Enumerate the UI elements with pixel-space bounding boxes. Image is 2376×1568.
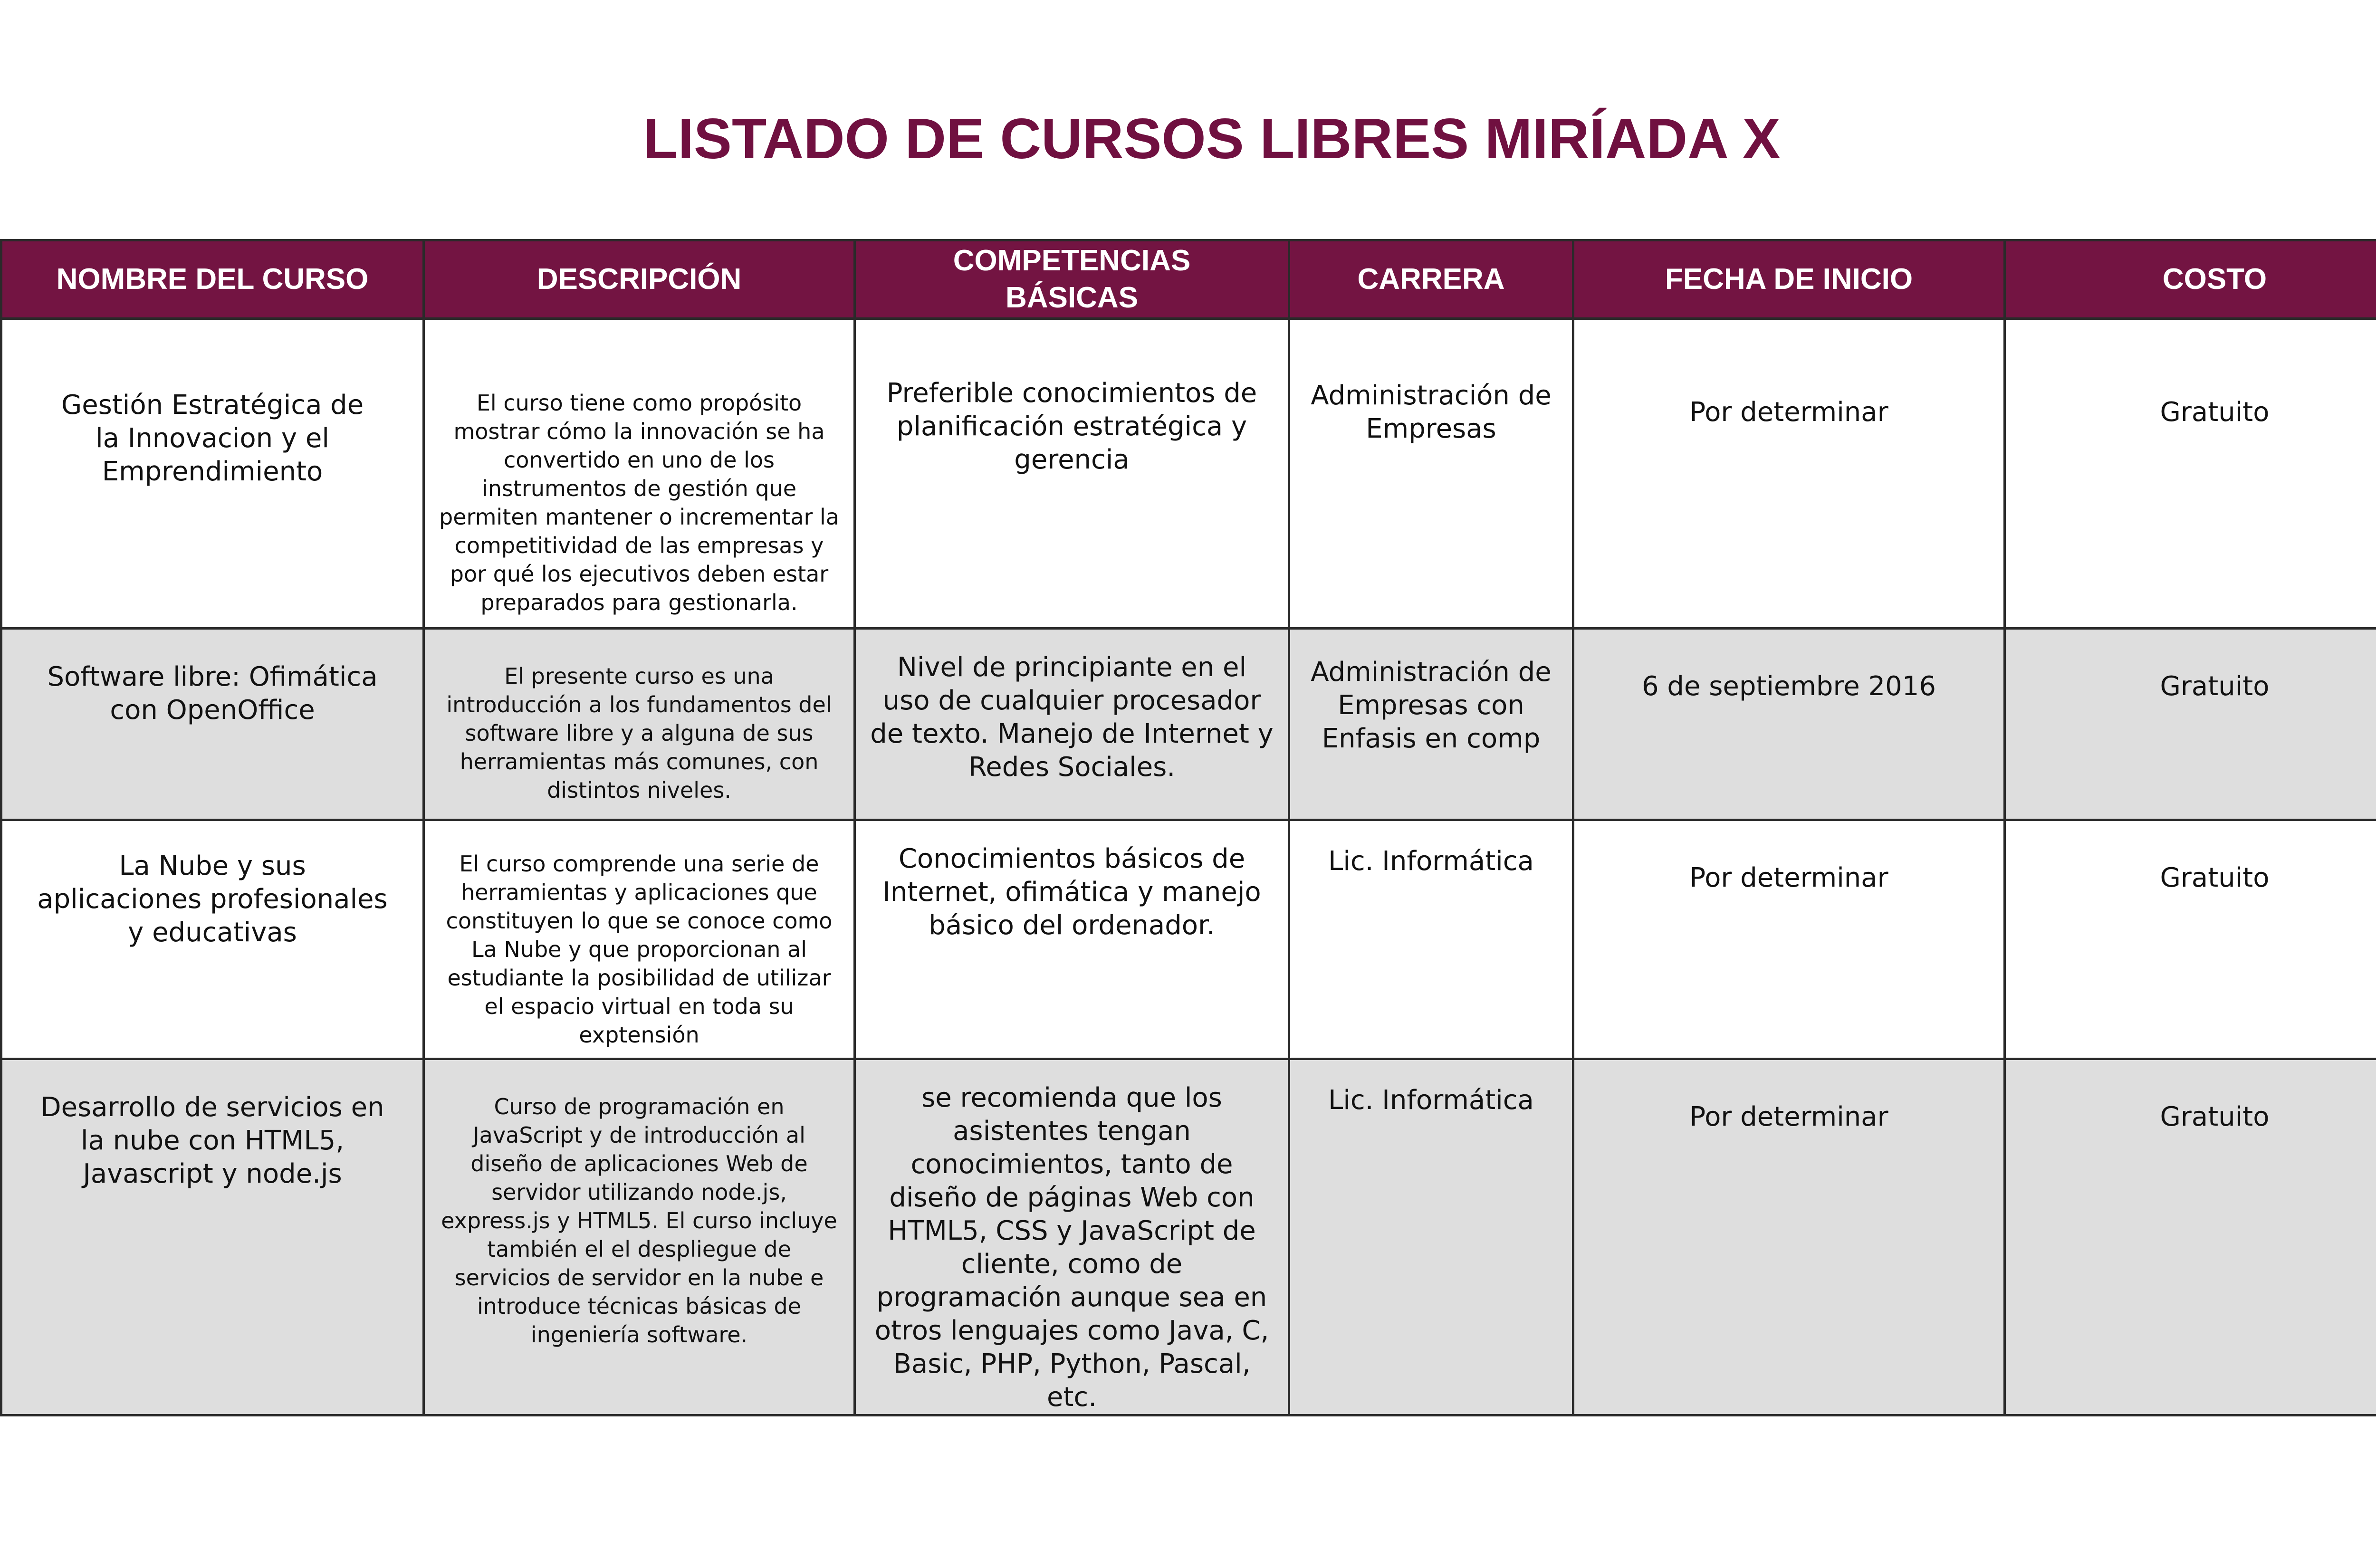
cell-descripcion	[424, 319, 855, 629]
cell-descripcion	[424, 1059, 855, 1415]
course-description: El curso tiene como propósito mostrar cómo la innovación se ha convertido en uno de los instrumentos de gestión que permiten mantener o incrementar la competitividad de las empresas y por qué los ejecutivos deben estar preparados para gestionarla.	[439, 390, 839, 615]
header-descripcion: DESCRIPCIÓN	[424, 240, 855, 319]
cell-nombre	[1, 820, 424, 1059]
cell-competencias	[855, 820, 1289, 1059]
cell-competencias	[855, 319, 1289, 629]
cell-fecha	[1573, 629, 2005, 820]
table-row	[1, 820, 2376, 1059]
table-header-row	[1, 240, 2376, 319]
cell-costo	[2005, 1059, 2376, 1415]
course-start-date: Por determinar	[1689, 862, 1888, 893]
course-career: Lic. Informática	[1328, 846, 1534, 877]
cell-costo	[2005, 820, 2376, 1059]
course-competencies: Preferible conocimientos de planificación estratégica y gerencia	[886, 378, 1257, 475]
cell-fecha	[1573, 820, 2005, 1059]
course-competencies: Conocimientos básicos de Internet, ofimática y manejo básico del ordenador.	[882, 843, 1261, 941]
course-cost: Gratuito	[2160, 397, 2270, 428]
course-description: El curso comprende una serie de herramientas y aplicaciones que constituyen lo que se conoce como La Nube y que proporcionan al estudiante la posibilidad de utilizar el espacio virtual en toda su exptensión	[446, 851, 833, 1048]
course-start-date: Por determinar	[1689, 1101, 1888, 1132]
page-title: LISTADO DE CURSOS LIBRES MIRÍADA X	[643, 107, 1781, 171]
cell-costo	[2005, 319, 2376, 629]
cell-carrera	[1289, 820, 1573, 1059]
cell-carrera	[1289, 1059, 1573, 1415]
header-costo: COSTO	[2005, 240, 2376, 319]
course-start-date: 6 de septiembre 2016	[1641, 671, 1936, 702]
course-competencies: se recomienda que los asistentes tengan conocimientos, tanto de diseño de páginas Web con HTML5, CSS y JavaScript de cliente, como de programación aunque sea en otros lenguajes como Java, C, Basic, PHP, Python, Pascal, etc.	[874, 1082, 1269, 1413]
table-row	[1, 1059, 2376, 1415]
header-carrera: CARRERA	[1289, 240, 1573, 319]
cell-fecha	[1573, 1059, 2005, 1415]
course-description: Curso de programación en JavaScript y de introducción al diseño de aplicaciones Web de servidor utilizando node.js, express.js y HTML5. El curso incluye también el el despliegue de servicios de servidor en la nube e introduce técnicas básicas de ingeniería software.	[441, 1094, 837, 1348]
course-description: El presente curso es una introducción a los fundamentos del software libre y a alguna de sus herramientas más comunes, con distintos niveles.	[446, 663, 832, 803]
header-competencias: COMPETENCIAS BÁSICAS	[855, 240, 1289, 319]
cell-nombre	[1, 1059, 424, 1415]
table-row	[1, 629, 2376, 820]
course-career: Lic. Informática	[1328, 1085, 1534, 1116]
cell-fecha	[1573, 319, 2005, 629]
course-start-date: Por determinar	[1689, 397, 1888, 428]
cell-descripcion	[424, 820, 855, 1059]
cell-carrera	[1289, 319, 1573, 629]
header-fecha: FECHA DE INICIO	[1573, 240, 2005, 319]
course-name: Desarrollo de servicios en la nube con HTML5, Javascript y node.js	[40, 1092, 384, 1189]
course-competencies: Nivel de principiante en el uso de cualquier procesador de texto. Manejo de Internet y Redes Sociales.	[870, 652, 1274, 783]
cell-competencias	[855, 629, 1289, 820]
cell-descripcion	[424, 629, 855, 820]
course-name: La Nube y sus aplicaciones profesionales y educativas	[37, 851, 388, 948]
cell-competencias	[855, 1059, 1289, 1415]
table-row	[1, 319, 2376, 629]
course-cost: Gratuito	[2160, 671, 2270, 702]
header-nombre: NOMBRE DEL CURSO	[1, 240, 424, 319]
cell-nombre	[1, 629, 424, 820]
courses-table	[0, 239, 2376, 1416]
course-career: Administración de Empresas con Enfasis en comp	[1311, 657, 1552, 754]
cell-nombre	[1, 319, 424, 629]
course-name: Gestión Estratégica de la Innovacion y el Emprendimiento	[61, 390, 364, 487]
cell-carrera	[1289, 629, 1573, 820]
course-career: Administración de Empresas	[1311, 380, 1552, 444]
course-name: Software libre: Ofimática con OpenOffice	[47, 661, 378, 726]
course-cost: Gratuito	[2160, 1101, 2270, 1132]
course-cost: Gratuito	[2160, 862, 2270, 893]
cell-costo	[2005, 629, 2376, 820]
